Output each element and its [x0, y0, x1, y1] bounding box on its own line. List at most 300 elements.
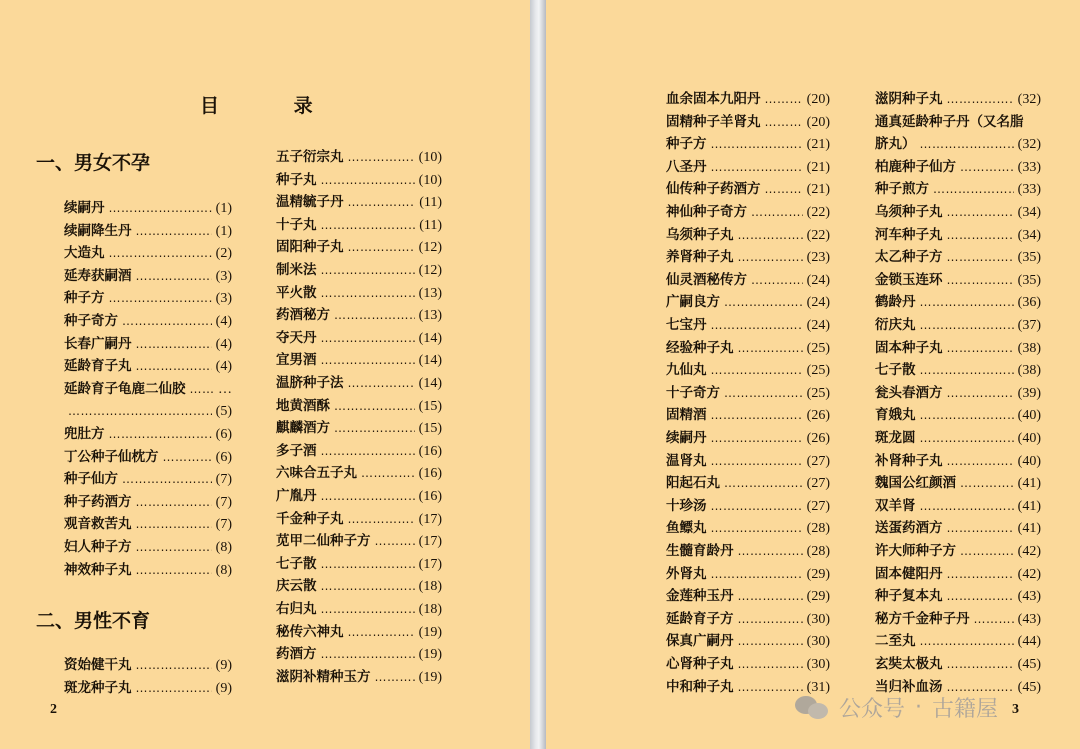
toc-entry-title: 瓮头春酒方 [875, 384, 943, 401]
toc-leader-dots [321, 441, 415, 461]
toc-entry-title: 神仙种子奇方 [666, 204, 747, 220]
toc-entry-title: 二至丸 [875, 633, 916, 650]
toc-entry-title: 固精种子羊肾丸 [666, 113, 761, 130]
toc-leader-dots [375, 667, 415, 687]
toc-leader-dots [122, 311, 212, 331]
toc-entry [276, 192, 442, 213]
toc-entry [875, 428, 1041, 449]
toc-entry [666, 383, 830, 404]
toc-leader-dots [348, 237, 415, 257]
toc-entry-title: 河车种子丸 [875, 226, 943, 243]
toc-leader-dots [109, 424, 212, 444]
toc-entry [276, 486, 442, 507]
toc-entry-page: (24) [806, 318, 830, 333]
toc-entry-page: (3) [215, 291, 232, 307]
toc-entry-title: 苋甲二仙种子方 [276, 533, 371, 550]
toc-entry [666, 428, 830, 449]
toc-entry-title: 观音救苦丸 [64, 516, 132, 533]
toc-leader-dots [711, 564, 803, 584]
toc-entry-page: (39) [1017, 385, 1041, 401]
toc-entry [666, 202, 830, 223]
toc-leader-dots [711, 134, 803, 154]
toc-entry-page: (34) [1017, 205, 1041, 220]
toc-entry-title: 续嗣丹 [666, 430, 707, 446]
toc-entry-title: 温肾丸 [666, 452, 707, 469]
toc-entry [875, 451, 1041, 472]
toc-entry-title: 十子丸 [276, 216, 317, 233]
toc-leader-dots [711, 428, 803, 448]
toc-leader-dots [751, 270, 803, 290]
toc-entry-title: 种子复本丸 [875, 588, 943, 605]
toc-entry-page: (4) [215, 336, 232, 352]
toc-entry [276, 305, 442, 326]
toc-entry-page: (21) [806, 159, 830, 175]
toc-entry-page: (7) [215, 494, 232, 510]
toc-leader-dots [711, 518, 803, 538]
toc-leader-dots [933, 179, 1014, 199]
toc-entry-page: (15) [418, 421, 442, 437]
toc-entry [875, 383, 1041, 404]
toc-entry-page: (16) [418, 466, 442, 482]
toc-entry-title: 延龄育子龟鹿二仙胶 [64, 380, 186, 397]
toc-entry [875, 564, 1041, 585]
toc-leader-dots [321, 283, 415, 303]
toc-entry-title: 地黄酒酥 [276, 397, 330, 414]
toc-entry [276, 531, 442, 552]
toc-entry-page: (41) [1017, 521, 1041, 537]
toc-leader-dots [321, 554, 415, 574]
toc-entry-page: … [218, 381, 232, 397]
toc-leader-dots [920, 360, 1014, 380]
toc-entry-title: 育娥丸 [875, 407, 916, 424]
toc-entry-title: 保真广嗣丹 [666, 633, 734, 650]
toc-entry-title: 夺天丹 [276, 329, 317, 346]
toc-entry [666, 541, 830, 562]
toc-leader-dots [334, 418, 415, 438]
section-heading-1: 一、男女不孕 [36, 152, 151, 174]
wechat-icon [793, 692, 831, 722]
toc-entry-page: (27) [806, 476, 830, 492]
toc-entry-title: 八圣丹 [666, 158, 707, 175]
toc-leader-dots [960, 541, 1014, 561]
toc-entry [875, 134, 1041, 155]
toc-leader-dots [136, 514, 212, 534]
toc-entry-title: 长春广嗣丹 [64, 335, 132, 352]
toc-entry-title: 制米法 [276, 262, 317, 278]
toc-entry-page: (2) [215, 246, 232, 262]
toc-entry-page: (12) [418, 263, 442, 278]
toc-entry [64, 334, 232, 355]
toc-entry [276, 599, 442, 620]
toc-entry [276, 418, 442, 439]
toc-leader-dots [136, 492, 212, 512]
toc-entry-page: (27) [806, 498, 830, 514]
toc-entry-title: 固本种子丸 [875, 339, 943, 356]
toc-entry-title: 平火散 [276, 284, 317, 301]
toc-entry [875, 338, 1041, 359]
toc-leader-dots [765, 89, 803, 109]
toc-entry-title: 衍庆丸 [875, 317, 916, 333]
toc-entry-page: (25) [806, 385, 830, 401]
toc-leader-dots [711, 496, 803, 516]
toc-entry-page: (10) [418, 172, 442, 188]
toc-entry [666, 247, 830, 268]
toc-entry [276, 260, 442, 281]
toc-leader-dots [960, 157, 1014, 177]
toc-entry-title: 许大师种子方 [875, 543, 956, 559]
toc-entry [875, 405, 1041, 426]
toc-entry-title: 温精毓子丹 [276, 194, 344, 211]
toc-entry-title: 十珍汤 [666, 497, 707, 514]
toc-entry [276, 667, 442, 688]
toc-entry-page: (35) [1017, 250, 1041, 266]
right-page [546, 0, 1080, 749]
toc-entry [64, 401, 232, 422]
toc-entry-page: (8) [215, 540, 232, 555]
toc-entry-page: (11) [419, 195, 442, 211]
toc-entry [666, 292, 830, 313]
toc-leader-dots [765, 112, 803, 132]
toc-entry-title: 七宝丹 [666, 317, 707, 333]
toc-entry-title: 乌须种子丸 [666, 226, 734, 243]
toc-leader-dots [348, 509, 415, 529]
toc-leader-dots [711, 451, 803, 471]
toc-leader-dots [738, 247, 803, 267]
toc-entry-title: 七子散 [875, 362, 916, 379]
toc-entry [64, 198, 232, 219]
toc-entry-page: (43) [1017, 611, 1041, 627]
toc-entry-title: 千金种子丸 [276, 510, 344, 527]
toc-leader-dots [136, 356, 212, 376]
toc-entry-title: 七子散 [276, 555, 317, 572]
toc-entry-title: 固阳种子丸 [276, 239, 344, 256]
toc-entry-title: 滋阴补精种玉方 [276, 668, 371, 685]
toc-entry [666, 496, 830, 517]
toc-leader-dots [711, 360, 803, 380]
toc-entry-page: (38) [1017, 340, 1041, 356]
toc-entry-page: (42) [1017, 544, 1041, 559]
toc-entry-title: 仙灵酒秘传方 [666, 271, 747, 288]
section-heading-2: 二、男性不育 [36, 610, 151, 632]
toc-entry [666, 315, 830, 336]
toc-leader-dots [321, 350, 415, 370]
toc-entry-title: 魏国公红颜酒 [875, 475, 956, 492]
toc-entry-title: 固本健阳丹 [875, 565, 943, 582]
toc-leader-dots [321, 328, 415, 348]
toc-entry-title: 生髓育龄丹 [666, 543, 734, 559]
toc-entry-title: 种子丸 [276, 171, 317, 188]
toc-entry [875, 89, 1041, 110]
toc-entry [875, 202, 1041, 223]
toc-entry [276, 170, 442, 191]
toc-leader-dots [711, 315, 803, 335]
toc-leader-dots [947, 202, 1014, 222]
toc-entry-page: (9) [215, 658, 232, 673]
toc-entry-title: 心肾种子丸 [666, 656, 734, 672]
toc-entry [666, 270, 830, 291]
toc-leader-dots [321, 260, 415, 280]
toc-entry-page: (19) [418, 624, 442, 640]
toc-entry [276, 283, 442, 304]
toc-entry-title: 金莲种玉丹 [666, 588, 734, 605]
toc-entry-title: 妇人种子方 [64, 539, 132, 555]
toc-entry-page: (1) [215, 223, 232, 239]
toc-leader-dots [109, 288, 212, 308]
toc-entry-title: 延龄育子方 [666, 610, 734, 627]
toc-leader-dots [947, 247, 1014, 267]
toc-entry [276, 373, 442, 394]
toc-entry-page: (10) [418, 150, 442, 165]
toc-entry-page: (20) [806, 114, 830, 130]
toc-entry [64, 492, 232, 513]
toc-entry-page: (18) [418, 602, 442, 617]
toc-entry-title: 种子方 [666, 136, 707, 153]
toc-entry-page: (21) [806, 137, 830, 153]
toc-leader-dots [920, 292, 1014, 312]
toc-leader-dots [920, 428, 1014, 448]
toc-entry-page: (29) [806, 589, 830, 605]
toc-entry [64, 288, 232, 309]
toc-entry-page: (4) [215, 359, 232, 375]
toc-entry [276, 350, 442, 371]
toc-leader-dots [321, 599, 415, 619]
toc-leader-dots [738, 586, 803, 606]
toc-entry [666, 473, 830, 494]
toc-entry-title: 鹤龄丹 [875, 294, 916, 311]
toc-leader-dots [321, 644, 415, 664]
toc-leader-dots [947, 383, 1014, 403]
toc-entry [64, 424, 232, 445]
toc-leader-dots [920, 405, 1014, 425]
toc-entry-title: 广胤丹 [276, 488, 317, 504]
toc-entry-page: (13) [418, 285, 442, 301]
toc-leader-dots [334, 396, 415, 416]
toc-entry-title: 滋阴种子丸 [875, 91, 943, 107]
toc-entry-title: 秘方千金种子丹 [875, 610, 970, 627]
toc-leader-dots [136, 655, 212, 675]
toc-entry-page: (12) [418, 240, 442, 256]
toc-leader-dots [136, 678, 212, 698]
toc-leader-dots [960, 473, 1014, 493]
toc-entry-title: 补肾种子丸 [875, 452, 943, 469]
toc-entry-title: 神效种子丸 [64, 561, 132, 578]
toc-entry-page: (14) [418, 353, 442, 369]
toc-entry [875, 179, 1041, 200]
toc-leader-dots [136, 266, 212, 286]
toc-entry [666, 338, 830, 359]
toc-entry-title: 乌须种子丸 [875, 204, 943, 220]
toc-leader-dots [738, 541, 803, 561]
toc-entry-page: (25) [806, 363, 830, 379]
toc-entry-page: (4) [215, 314, 232, 329]
toc-entry [875, 360, 1041, 381]
toc-entry-title: 兜肚方 [64, 426, 105, 442]
toc-leader-dots [947, 518, 1014, 538]
toc-entry-title: 外肾丸 [666, 565, 707, 582]
toc-entry [64, 379, 232, 400]
toc-entry [666, 405, 830, 426]
toc-entry-page: (15) [418, 398, 442, 414]
toc-entry [666, 89, 830, 110]
toc-leader-dots [136, 537, 212, 557]
toc-leader-dots [375, 531, 415, 551]
toc-entry-page: (45) [1017, 657, 1041, 672]
toc-leader-dots [738, 654, 803, 674]
toc-entry [875, 518, 1041, 539]
toc-entry-page: (7) [215, 517, 232, 533]
toc-leader-dots [321, 215, 416, 235]
toc-leader-dots [974, 609, 1014, 629]
toc-entry [666, 112, 830, 133]
toc-leader-dots [321, 576, 415, 596]
toc-entry-page: (22) [806, 205, 830, 220]
toc-leader-dots [122, 469, 212, 489]
toc-entry [64, 655, 232, 676]
toc-entry-title: 送蛋药酒方 [875, 520, 943, 537]
toc-entry-page: (9) [215, 680, 232, 696]
toc-entry [276, 644, 442, 665]
toc-entry-title: 庆云散 [276, 578, 317, 595]
toc-entry-title: 当归补血汤 [875, 678, 943, 695]
toc-entry-page: (16) [418, 443, 442, 459]
toc-entry-page: (45) [1017, 679, 1041, 695]
toc-entry-page: (43) [1017, 589, 1041, 605]
toc-leader-dots [947, 89, 1014, 109]
toc-entry [276, 622, 442, 643]
toc-entry-title: 五子衍宗丸 [276, 149, 344, 165]
toc-leader-dots [361, 463, 415, 483]
toc-entry-page: (8) [215, 562, 232, 578]
toc-entry-page: (40) [1017, 453, 1041, 469]
toc-entry-page: (32) [1017, 137, 1041, 153]
toc-entry-page: (35) [1017, 272, 1041, 288]
toc-entry-page: (30) [806, 611, 830, 627]
toc-entry-page: (33) [1017, 182, 1041, 198]
toc-entry-title: 延寿获嗣酒 [64, 267, 132, 284]
toc-entry-title: 大造丸 [64, 245, 105, 262]
toc-entry-page: (27) [806, 453, 830, 469]
toc-entry [64, 560, 232, 581]
toc-leader-dots [738, 631, 803, 651]
toc-entry-page: (21) [806, 182, 830, 198]
toc-entry [276, 509, 442, 530]
toc-entry [666, 564, 830, 585]
watermark-name: 古籍屋 [932, 696, 999, 722]
toc-entry [875, 473, 1041, 494]
toc-entry-page: (44) [1017, 634, 1041, 650]
toc-entry-page: (19) [418, 647, 442, 663]
toc-entry [666, 654, 830, 675]
toc-entry-title: 太乙种子方 [875, 249, 943, 266]
toc-entry-page: (25) [806, 340, 830, 356]
toc-leader-dots [920, 134, 1014, 154]
toc-leader-dots [751, 202, 803, 222]
toc-leader-dots [711, 405, 803, 425]
toc-entry-title: 斑龙圆 [875, 430, 916, 446]
toc-entry [875, 112, 1041, 132]
toc-entry [276, 147, 442, 168]
toc-entry-page: (31) [806, 679, 830, 695]
toc-entry [666, 451, 830, 472]
toc-entry-page: (23) [806, 250, 830, 266]
toc-entry-page: (40) [1017, 431, 1041, 446]
toc-entry [666, 225, 830, 246]
toc-entry-title: 十子奇方 [666, 384, 720, 401]
toc-entry-title: 宜男酒 [276, 352, 317, 369]
toc-entry-title: 血余固本九阳丹 [666, 91, 761, 107]
toc-entry [875, 292, 1041, 313]
toc-entry-title: 九仙丸 [666, 362, 707, 379]
toc-entry-page: (37) [1017, 318, 1041, 333]
toc-leader-dots [738, 609, 803, 629]
toc-entry-page: (17) [418, 511, 442, 527]
toc-entry-page: (7) [215, 472, 232, 488]
toc-entry-title: 延龄育子丸 [64, 358, 132, 375]
toc-entry-page: (32) [1017, 92, 1041, 107]
toc-entry-page: (3) [215, 268, 232, 284]
toc-entry-title: 药酒方 [276, 646, 317, 663]
toc-leader-dots [724, 473, 803, 493]
toc-entry-page: (33) [1017, 159, 1041, 175]
page-number-left: 2 [50, 702, 57, 717]
toc-entry-title: 通真延龄种子丹（又名脂 [875, 113, 1024, 130]
toc-entry [64, 447, 232, 468]
toc-entry [875, 157, 1041, 178]
toc-entry-title: 双羊肾 [875, 497, 916, 514]
toc-leader-dots [163, 447, 212, 467]
toc-entry-page: (14) [418, 330, 442, 346]
toc-entry [64, 514, 232, 535]
toc-entry-page: (34) [1017, 227, 1041, 243]
toc-entry [666, 586, 830, 607]
toc-entry [875, 609, 1041, 630]
toc-entry-page: (42) [1017, 566, 1041, 582]
toc-entry [276, 215, 442, 236]
toc-entry-title: 广嗣良方 [666, 294, 720, 311]
toc-entry-page: (13) [418, 308, 442, 324]
toc-leader-dots [348, 373, 415, 393]
toc-leader-dots [348, 192, 416, 212]
watermark [793, 689, 998, 725]
toc-leader-dots [947, 586, 1014, 606]
toc-entry [875, 225, 1041, 246]
toc-entry [875, 270, 1041, 291]
toc-entry-page: (20) [806, 92, 830, 107]
toc-entry [64, 311, 232, 332]
toc-leader-dots [109, 198, 212, 218]
toc-entry [666, 609, 830, 630]
toc-entry [875, 247, 1041, 268]
page-title: 目 录 [200, 95, 347, 117]
toc-entry-title: 种子奇方 [64, 313, 118, 329]
toc-entry-page: (24) [806, 272, 830, 288]
toc-entry-title: 种子药酒方 [64, 493, 132, 510]
toc-leader-dots [334, 305, 415, 325]
toc-entry-title: 温脐种子法 [276, 375, 344, 391]
toc-entry [276, 396, 442, 417]
toc-entry-title: 续嗣降生丹 [64, 222, 132, 239]
toc-entry [666, 631, 830, 652]
toc-entry-page: (29) [806, 566, 830, 582]
toc-entry-title: 秘传六神丸 [276, 623, 344, 640]
toc-entry-page: (28) [806, 544, 830, 559]
toc-entry [276, 554, 442, 575]
toc-entry [64, 266, 232, 287]
toc-entry-page: (14) [418, 376, 442, 391]
toc-leader-dots [136, 334, 212, 354]
toc-leader-dots [920, 315, 1014, 335]
toc-entry-title: 金锁玉连环 [875, 271, 943, 288]
